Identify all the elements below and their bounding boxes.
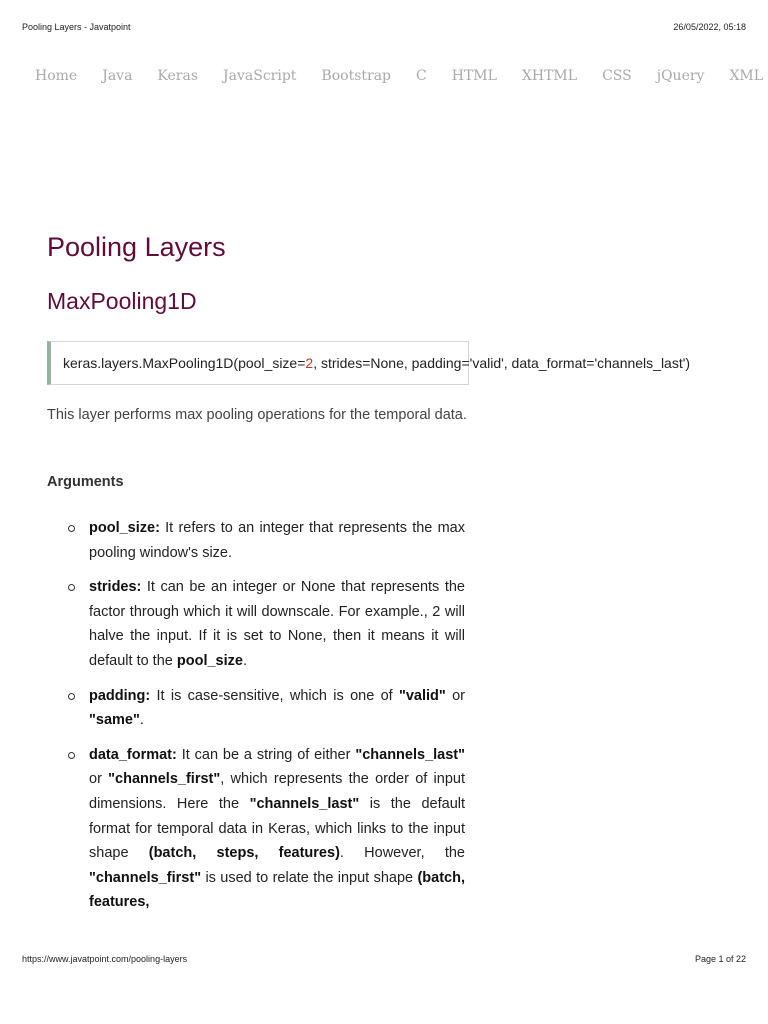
nav-item-c[interactable]: C xyxy=(416,68,427,84)
arg-name: pool_size: xyxy=(89,520,160,536)
list-item xyxy=(47,575,465,673)
arg-name: strides: xyxy=(89,579,142,596)
nav-item-home[interactable]: Home xyxy=(35,68,78,84)
top-navigation xyxy=(35,68,764,90)
page-title: Pooling Layers xyxy=(47,232,226,262)
arg-tail: . xyxy=(242,652,247,669)
circle-bullet-icon xyxy=(68,693,75,700)
arg-emphasis: "channels_first" xyxy=(89,869,202,886)
arg-text: It can be a string of either xyxy=(176,746,356,763)
arg-emphasis: "same" xyxy=(89,712,140,729)
code-prefix: keras.layers.MaxPooling1D(pool_size= xyxy=(63,355,306,371)
arg-name: data_format: xyxy=(89,746,177,763)
arguments-heading: Arguments xyxy=(47,474,124,490)
arg-emphasis: "channels_first" xyxy=(108,771,221,788)
section-title: MaxPooling1D xyxy=(47,288,197,314)
nav-item-xml[interactable]: XML xyxy=(729,68,764,84)
arg-text: is used to relate the input shape xyxy=(201,869,418,886)
nav-item-xhtml[interactable]: XHTML xyxy=(521,68,578,84)
arg-emphasis: "channels_last" xyxy=(355,746,465,763)
nav-item-css[interactable]: CSS xyxy=(602,68,632,84)
arg-text: , which represents the order of input dimensions. Here the xyxy=(89,771,466,812)
nav-item-html[interactable]: HTML xyxy=(451,68,497,84)
circle-bullet-icon xyxy=(68,752,75,759)
arg-description: It is case-sensitive, which is one of xyxy=(150,687,399,704)
code-suffix: , strides=None, padding='valid', data_format='channels_last') xyxy=(313,355,691,371)
document-title: Pooling Layers - Javatpoint xyxy=(22,22,131,32)
arg-tail: . xyxy=(139,712,144,729)
arg-text: or xyxy=(89,771,109,788)
circle-bullet-icon xyxy=(68,525,75,532)
arg-emphasis: "valid" xyxy=(398,687,446,704)
nav-item-java[interactable]: Java xyxy=(102,68,133,84)
nav-item-javascript[interactable]: JavaScript xyxy=(223,68,297,84)
list-item xyxy=(47,684,465,733)
nav-item-jquery[interactable]: jQuery xyxy=(656,68,705,84)
arg-emphasis: (batch, steps, features) xyxy=(148,845,340,862)
print-footer xyxy=(22,954,746,968)
arg-emphasis: "channels_last" xyxy=(249,795,360,812)
list-item xyxy=(47,743,465,915)
arg-name: padding: xyxy=(89,687,151,704)
list-item xyxy=(47,516,465,565)
arg-emphasis: (batch, features, xyxy=(89,869,465,911)
arg-description: It refers to an integer that represents the max pooling window's size. xyxy=(89,520,465,561)
code-line xyxy=(63,355,690,371)
page-url[interactable]: https://www.javatpoint.com/pooling-layers xyxy=(22,954,188,964)
code-block[interactable] xyxy=(47,341,691,385)
print-datetime: 26/05/2022, 05:18 xyxy=(673,22,746,32)
arguments-list xyxy=(47,516,465,925)
code-number: 2 xyxy=(305,355,314,371)
arg-emphasis: pool_size xyxy=(176,652,243,669)
arg-description: It can be an integer or None that represents the factor through which it will downscale. For example., 2 will halve the input. If it is set to None, then it means it will default to the xyxy=(89,579,465,669)
nav-item-bootstrap[interactable]: Bootstrap xyxy=(321,68,392,84)
arg-text: or xyxy=(445,687,465,704)
circle-bullet-icon xyxy=(68,584,75,591)
page-number: Page 1 of 22 xyxy=(694,954,746,964)
arg-text: . However, the xyxy=(339,845,465,862)
print-header xyxy=(22,22,746,36)
nav-item-keras[interactable]: Keras xyxy=(157,68,199,84)
arg-text: is the default format for temporal data in Keras, which links to the input shape xyxy=(89,795,466,862)
intro-paragraph: This layer performs max pooling operations for the temporal data. xyxy=(47,407,467,423)
